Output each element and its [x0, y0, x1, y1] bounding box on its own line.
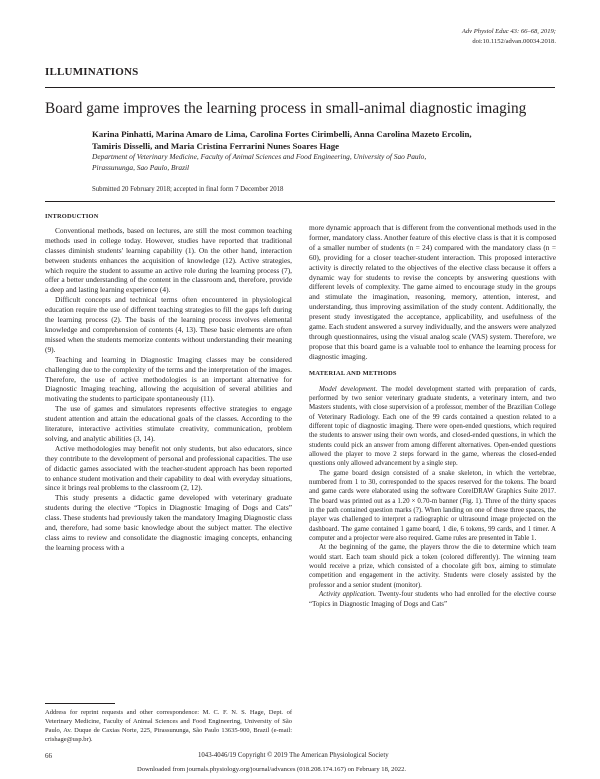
model-development-lead: Model development.	[319, 384, 378, 393]
introduction-heading: INTRODUCTION	[45, 213, 99, 220]
methods-heading: MATERIAL AND METHODS	[309, 369, 397, 377]
copyright-line: 1043-4046/19 Copyright © 2019 The American Physiological Society	[198, 752, 389, 759]
model-development-paragraph	[309, 385, 556, 469]
article-title: Board game improves the learning process in small-animal diagnostic imaging	[45, 100, 527, 117]
right-column	[309, 223, 556, 609]
correspondence-footnote: Address for reprint requests and other correspondence: M. C. F. N. S. Hage, Dept. of Veterinary Medicine, Faculty of Animal Sciences and Food Engineering, University of São Paulo, Av. Duque de Caxias Norte, 225, Pirassununga, São Paulo 13635-900, Brazil (e-mail: crishage@usp.br).	[45, 709, 292, 744]
footnote-rule	[45, 703, 115, 704]
model-development-text: The model development started with preparation of cards, performed by two senior veterinary graduate students, a veterinary intern, and two Masters students, with close supervision of a professor, member of the Brazilian College of Veterinary Radiology. Each one of the 99 cards contained a question related to a different topic of diagnostic imaging. There were open-ended questions, which required the students to answer using their own words, and closed-ended questions, in which the students could pick an answer from among different alternatives. Open-ended questions allowed the player to move 2 steps forward in the game, whereas the closed-ended questions only allowed advancement by a single step.	[309, 384, 557, 468]
affiliation-line-1: Department of Veterinary Medicine, Faculty of Animal Sciences and Food Engineering, University of Sao Paulo,	[92, 152, 427, 161]
affiliation	[92, 152, 562, 173]
section-label: ILLUMINATIONS	[45, 66, 139, 78]
page-number: 66	[45, 752, 52, 760]
journal-citation	[462, 27, 556, 46]
methods-body	[309, 385, 556, 609]
activity-application-paragraph	[309, 590, 556, 609]
intro-continued-paragraph: more dynamic approach that is different from the conventional methods used in the former, mandatory class. Another feature of this elective class is that it is composed of a smaller number of students (n = 24) compared with the mandatory class (n = 60), providing for a closer teacher-student interaction. This proposed interactive activity is directly related to the objectives of the elective class because it offers a dynamic way for students to revise the concepts by answering questions with different levels of complexity. The game aimed to encourage study in the groups and stimulate the imagination, reasoning, memory, attention, interest, and understanding, thus improving assimilation of the study content. Additionally, the present study investigated the acceptance, applicability, and usefulness of the game. Each student answered a survey individually, and the answers were analyzed through questionnaires, using the visual analog scale (VAS) system. Therefore, we propose that this board game is a valuable tool to enhance the learning process for diagnostic imaging.	[309, 223, 557, 361]
intro-paragraph-2: Difficult concepts and technical terms often encountered in physiological education require the use of different teaching strategies to fill the gaps left during the learning process (2). The basis of the learning process involves elemental knowledge and comprehension of contents (4, 13). These basic elements are often missed when the students memorize contents without understanding their meaning (9).	[45, 295, 292, 354]
download-notice: Downloaded from journals.physiology.org/journal/advances (018.208.174.167) on February 18, 2022.	[137, 766, 407, 773]
author-line-1: Karina Pinhatti, Marina Amaro de Lima, Carolina Fortes Cirimbelli, Anna Carolina Mazeto Ercolin,	[92, 129, 472, 139]
journal-line: Adv Physiol Educ 43: 66–68, 2019;	[461, 28, 556, 35]
intro-paragraph-1: Conventional methods, based on lectures, are still the most common teaching methods used in college today. However, studies have reported that traditional classes diminish students' learning capability (1). On the other hand, interaction between students enhances the acquisition of knowledge (12). Active strategies, which require the student to assume an active role during the learning process (7), offer a better understanding of the content in the classroom and, therefore, provide a deep and lasting learning experience (4).	[45, 225, 292, 295]
intro-paragraph-6: This study presents a didactic game developed with veterinary graduate students during the elective “Topics in Diagnostic Imaging of Dogs and Cats” class. These students had previously taken the mandatory Imaging Diagnostic class and, therefore, had some basic knowledge about the subject matter. The elective class aims to review and consolidate the diagnostic imaging concepts, enhancing the learning process with a	[45, 493, 292, 552]
submission-dates: Submitted 20 February 2018; accepted in final form 7 December 2018	[92, 186, 284, 193]
activity-application-lead: Activity application.	[319, 590, 376, 599]
intro-paragraph-5: Active methodologies may benefit not only students, but also educators, since they contribute to the development of personal and professional capacities. The use of didactic games associated with the teacher-student approach has been reported to enhance student motivation and their capability to deal with everyday situations, since it brings real problems to the classroom (2, 12).	[45, 443, 292, 493]
activity-application-text: Twenty-four students who had enrolled for the elective course “Topics in Diagnostic Imaging of Dogs and Cats”	[309, 590, 556, 608]
intro-paragraph-4: The use of games and simulators represents effective strategies to engage student attention and attain the educational goals of the classes. According to the literature, interactive activities stimulate creativity, communication, problem solving, and analytic abilities (3, 14).	[45, 404, 292, 443]
body-rule	[45, 201, 555, 202]
doi-line[interactable]: doi:10.1152/advan.00034.2018.	[472, 37, 556, 45]
affiliation-line-2: Pirassununga, Sao Paulo, Brazil	[92, 162, 190, 172]
game-start-paragraph: At the beginning of the game, the players throw the die to determine which team would start. Each team should pick a token (colored differently). The winning team would receive a prize, which consisted of a chocolate gift box, aiming to stimulate competition and engagement in the activity. Students were closely assisted by the professor and a senior student (monitor).	[309, 543, 556, 589]
left-column	[45, 212, 292, 553]
author-line-2: Tamiris Disselli, and Maria Cristina Ferrarini Nunes Soares Hage	[92, 140, 340, 151]
header-rule	[45, 87, 555, 88]
author-list	[92, 129, 562, 152]
intro-paragraph-3: Teaching and learning in Diagnostic Imaging classes may be considered challenging due to the complexity of the terms and the interpretation of the images. Therefore, the use of active methodologies is an important alternative for Diagnostic Imaging teaching, allowing the acquisition of several abilities and motivating the students to participate spontaneously (11).	[45, 354, 292, 404]
game-board-paragraph: The game board design consisted of a snake skeleton, in which the vertebrae, numbered from 1 to 30, corresponded to the spaces reserved for the tokens. The board and game cards were elaborated using the software CorelDRAW Graphics Suite 2017. The board was printed out as a 1.20 × 0.70-m banner (Fig. 1). Three of the thirty spaces in the path contained question marks (?). When landing on one of these three spaces, the player was challenged to interpret a radiographic or ultrasound image projected on the dashboard. The game contained 1 game board, 1 die, 6 tokens, 99 cards, and 1 timer. A computer and a projector were also required. Game rules are presented in Table 1.	[309, 468, 556, 543]
